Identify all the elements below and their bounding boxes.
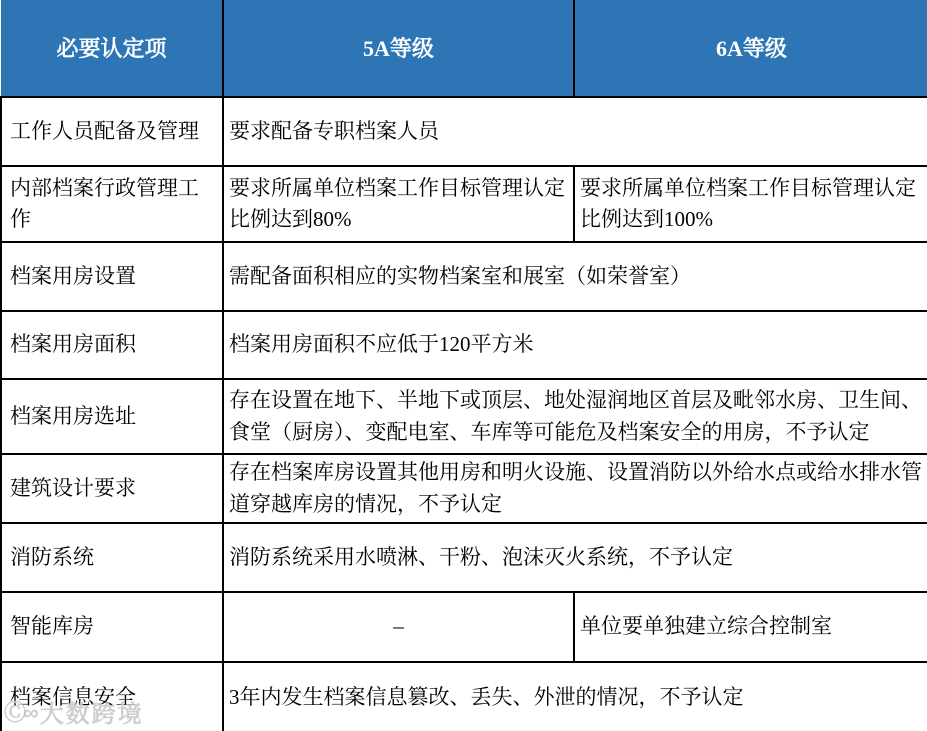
watermark-text: 大数跨境 (39, 701, 144, 728)
row-merged-value: 需配备面积相应的实物档案室和展室（如荣誉室） (223, 242, 927, 311)
header-cell-criteria: 必要认定项 (1, 0, 223, 97)
row-6a-value: 单位要单独建立综合控制室 (574, 592, 927, 662)
row-merged-value: 存在档案库房设置其他用房和明火设施、设置消防以外给水点或给水排水管道穿越库房的情况，不予认定 (223, 454, 927, 523)
row-item-label: 内部档案行政管理工作 (1, 166, 223, 242)
row-item-label: 建筑设计要求 (1, 454, 223, 523)
watermark-logo-icon: Ⓒ∞ (4, 700, 36, 725)
row-item-label: 消防系统 (1, 523, 223, 592)
row-item-label: 档案信息安全 (1, 662, 223, 731)
header-row (1, 0, 927, 97)
row-merged-value: 3年内发生档案信息篡改、丢失、外泄的情况，不予认定 (223, 662, 927, 731)
table-row (1, 592, 927, 662)
row-item-label: 档案用房选址 (1, 379, 223, 454)
row-6a-value: 要求所属单位档案工作目标管理认定比例达到100% (574, 166, 927, 242)
row-merged-value: 要求配备专职档案人员 (223, 97, 927, 166)
header-cell-5a: 5A等级 (223, 0, 574, 97)
table-row (1, 379, 927, 454)
table-body (1, 97, 927, 731)
row-5a-value: – (223, 592, 574, 662)
row-item-label: 智能库房 (1, 592, 223, 662)
table-row (1, 311, 927, 379)
table-row (1, 454, 927, 523)
row-item-label: 工作人员配备及管理 (1, 97, 223, 166)
row-merged-value: 档案用房面积不应低于120平方米 (223, 311, 927, 379)
header-cell-6a: 6A等级 (574, 0, 927, 97)
row-merged-value: 消防系统采用水喷淋、干粉、泡沫灭火系统，不予认定 (223, 523, 927, 592)
table-row (1, 242, 927, 311)
table-row (1, 523, 927, 592)
row-5a-value: 要求所属单位档案工作目标管理认定比例达到80% (223, 166, 574, 242)
table-row (1, 166, 927, 242)
table-header (1, 0, 927, 97)
row-item-label: 档案用房设置 (1, 242, 223, 311)
row-merged-value: 存在设置在地下、半地下或顶层、地处湿润地区首层及毗邻水房、卫生间、食堂（厨房）、变配电室、车库等可能危及档案安全的用房，不予认定 (223, 379, 927, 454)
row-item-label: 档案用房面积 (1, 311, 223, 379)
table-row (1, 662, 927, 731)
table-row (1, 97, 927, 166)
